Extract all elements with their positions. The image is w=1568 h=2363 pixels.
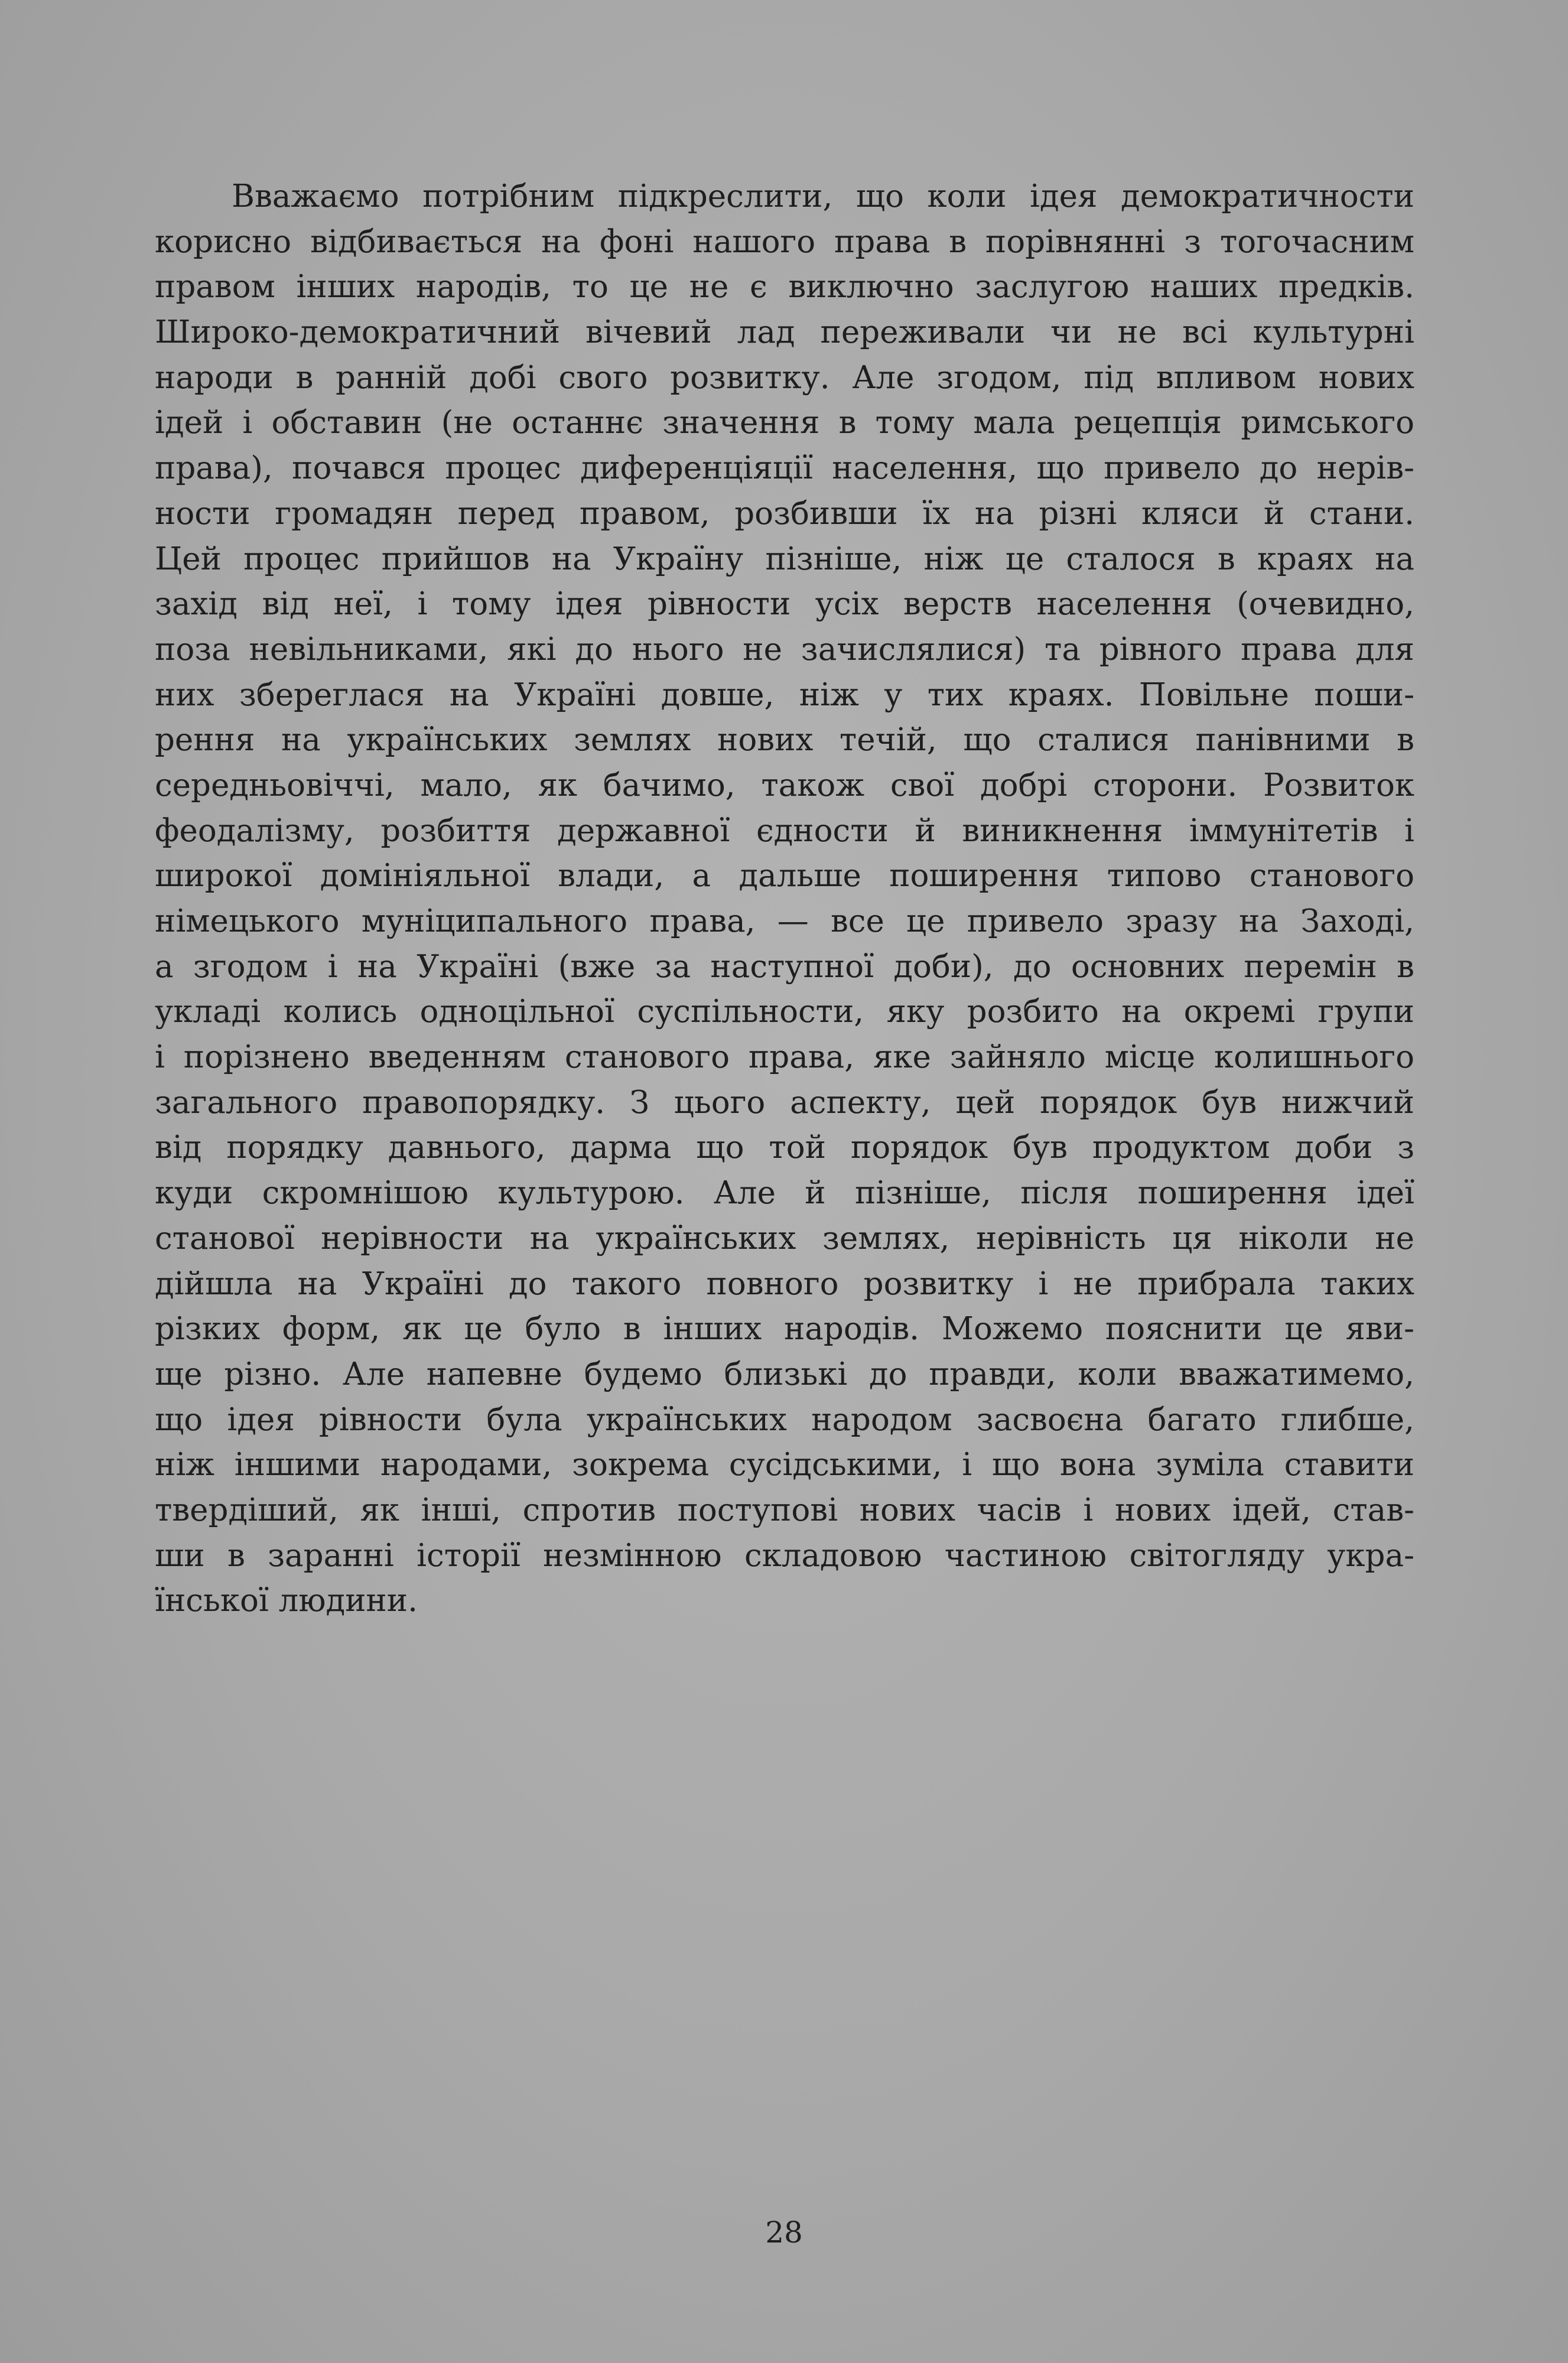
- paragraph-line: правом інших народів, то це не є виключно заслугою наших предків.: [155, 269, 1414, 305]
- paragraph-line: феодалізму, розбиття державної єдности й виникнення іммунітетів і: [155, 812, 1414, 849]
- paragraph-line: їнської людини.: [155, 1583, 418, 1619]
- page-number: 28: [765, 2215, 803, 2250]
- paragraph-line: ши в заранні історії незмінною складовою частиною світогляду укра-: [155, 1537, 1414, 1574]
- paragraph-line: захід від неї, і тому ідея рівности усіх верств населення (очевидно,: [155, 586, 1414, 623]
- paragraph-line: куди скромнішою культурою. Але й пізніше, після поширення ідеї: [155, 1175, 1414, 1212]
- paragraph-line: них збереглася на Україні довше, ніж у тих краях. Повільне поши-: [155, 676, 1414, 713]
- paragraph-line: корисно відбивається на фоні нашого права в порівнянні з тогочасним: [155, 223, 1414, 260]
- paragraph-line: ще різно. Але напевне будемо близькі до правди, коли вважатимемо,: [155, 1356, 1414, 1392]
- paragraph-line: Цей процес прийшов на Україну пізніше, ніж це сталося в краях на: [155, 541, 1414, 577]
- paragraph-line: поза невільниками, які до нього не зачислялися) та рівного права для: [155, 631, 1414, 668]
- paragraph-line: і порізнено введенням станового права, яке зайняло місце колишнього: [155, 1039, 1414, 1076]
- paragraph-line: а згодом і на Україні (вже за наступної доби), до основних перемін в: [155, 948, 1414, 985]
- paragraph-line: загального правопорядку. З цього аспекту, цей порядок був нижчий: [155, 1084, 1414, 1121]
- paragraph-line: твердіший, як інші, спротив поступові нових часів і нових ідей, став-: [155, 1492, 1414, 1528]
- paragraph-line: різких форм, як це було в інших народів. Можемо пояснити це яви-: [155, 1311, 1414, 1348]
- paragraph-line: Широко-демократичний вічевий лад переживали чи не всі культурні: [155, 314, 1414, 351]
- paragraph-line: укладі колись одноцільної суспільности, яку розбито на окремі групи: [155, 994, 1414, 1030]
- paragraph-line: станової нерівности на українських землях, нерівність ця ніколи не: [155, 1220, 1414, 1257]
- paragraph-line: ности громадян перед правом, розбивши їх на різні кляси й стани.: [155, 495, 1414, 532]
- paragraph-line: середньовіччі, мало, як бачимо, також свої добрі сторони. Розвиток: [155, 767, 1414, 803]
- paragraph-line: що ідея рівности була українських народом засвоєна багато глибше,: [155, 1401, 1414, 1438]
- paragraph-line: рення на українських землях нових течій, що сталися панівними в: [155, 722, 1414, 759]
- paragraph-line: ідей і обставин (не останнє значення в тому мала рецепція римського: [155, 405, 1414, 441]
- paragraph-line: ніж іншими народами, зокрема сусідськими, і що вона зуміла ставити: [155, 1447, 1414, 1483]
- paragraph-line: права), почався процес диференціяції населення, що привело до нерів-: [155, 450, 1414, 487]
- paragraph-line: Вважаємо потрібним підкреслити, що коли ідея демократичности: [232, 178, 1414, 214]
- paragraph-line: народи в ранній добі свого розвитку. Але згодом, під впливом нових: [155, 359, 1414, 396]
- paragraph-line: від порядку давнього, дарма що той порядок був продуктом доби з: [155, 1130, 1414, 1166]
- body-paragraph: [155, 174, 1414, 1624]
- paragraph-line: дійшла на Україні до такого повного розвитку і не прибрала таких: [155, 1265, 1414, 1302]
- paragraph-line: німецького муніципального права, — все це привело зразу на Заході,: [155, 903, 1414, 939]
- paragraph-line: широкої домініяльної влади, а дальше поширення типово станового: [155, 858, 1414, 894]
